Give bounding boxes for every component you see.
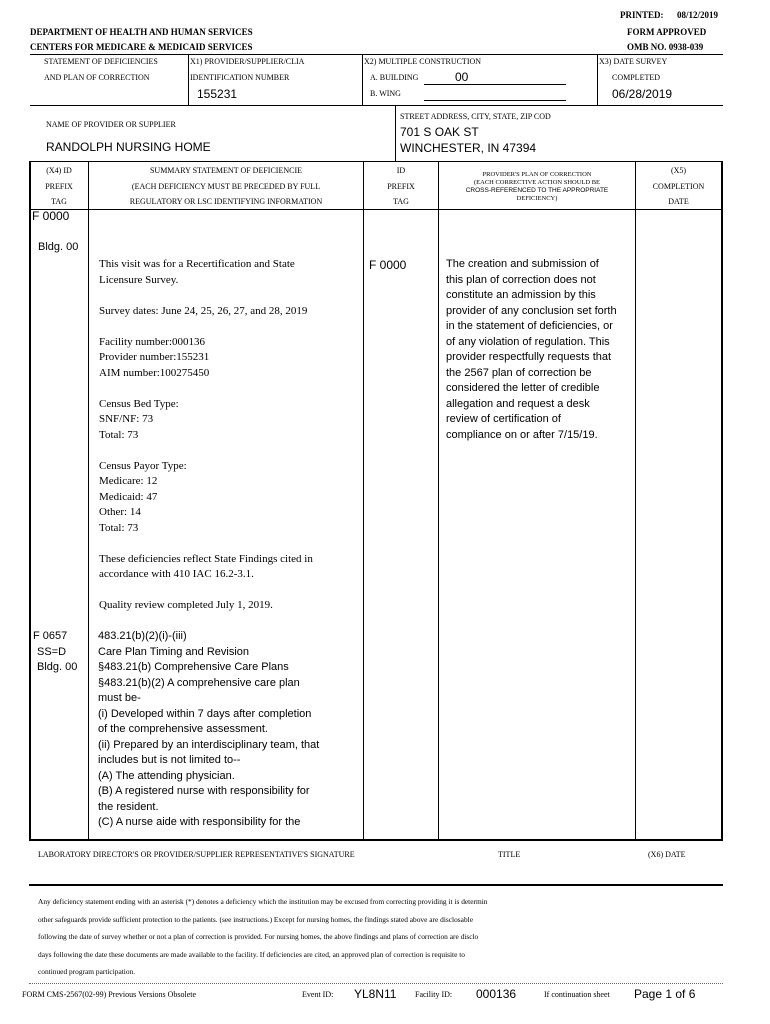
summary-line: Medicare: 12 <box>99 475 158 487</box>
statement-label-2: AND PLAN OF CORRECTION <box>44 73 150 82</box>
summary-line: Licensure Survey. <box>99 273 179 286</box>
event-id-value: YL8N11 <box>354 987 397 1001</box>
x3-label-2: COMPLETED <box>612 73 660 82</box>
tag-f0657-block <box>33 629 77 676</box>
poc-line: in the statement of deficiencies, or <box>446 320 613 332</box>
disclaimer-text <box>38 893 487 981</box>
divider <box>188 54 189 105</box>
continuation-label: If continuation sheet <box>544 990 610 999</box>
provider-id-value: 155231 <box>197 87 238 101</box>
department-title: DEPARTMENT OF HEALTH AND HUMAN SERVICES <box>30 27 253 37</box>
footer-divider <box>29 983 723 984</box>
form-identifier: FORM CMS-2567(02-99) Previous Versions Obsolete <box>22 990 197 999</box>
x1-label-2: IDENTIFICATION NUMBER <box>190 73 290 82</box>
regulation-line: (i) Developed within 7 days after completion <box>98 707 312 720</box>
poc-line: constitute an admission by this <box>446 289 596 301</box>
x4-header-3: TAG <box>51 197 67 206</box>
x5-header-3: DATE <box>668 197 689 206</box>
id-header-2: PREFIX <box>387 182 415 191</box>
id-header: ID <box>396 166 406 175</box>
poc-header-4: DEFICIENCY) <box>516 195 558 202</box>
table-left-border <box>29 161 31 840</box>
poc-line: of any violation of regulation. This <box>446 335 610 348</box>
summary-line: SNF/NF: 73 <box>99 413 154 425</box>
regulation-line: §483.21(b)(2) A comprehensive care plan <box>98 676 300 689</box>
column-divider <box>635 161 636 840</box>
x6-date-label: (X6) DATE <box>648 850 686 859</box>
bldg-label: Bldg. 00 <box>37 661 78 673</box>
summary-header: SUMMARY STATEMENT OF DEFICIENCIE <box>149 166 303 175</box>
poc-line: considered the letter of credible <box>446 382 600 394</box>
id-header-3: TAG <box>393 197 409 206</box>
divider <box>395 105 396 161</box>
poc-header: PROVIDER'S PLAN OF CORRECTION <box>482 171 592 178</box>
scope-severity: SS=D <box>37 645 67 658</box>
regulation-line: must be- <box>98 692 141 704</box>
wing-label: B. WING <box>370 89 401 98</box>
summary-text-f0000 <box>99 257 313 614</box>
x5-header-2: COMPLETION <box>652 182 705 191</box>
x2-label: X2) MULTIPLE CONSTRUCTION <box>364 57 482 66</box>
summary-line: Other: 14 <box>99 506 141 518</box>
x3-label: X3) DATE SURVEY <box>599 57 668 66</box>
poc-line: allegation and request a desk <box>446 397 590 410</box>
divider <box>30 105 723 106</box>
centers-title: CENTERS FOR MEDICARE & MEDICAID SERVICES <box>30 42 253 52</box>
wing-underline <box>424 100 566 101</box>
title-label: TITLE <box>498 850 521 859</box>
x4-header-2: PREFIX <box>45 182 73 191</box>
summary-line: Total: 73 <box>99 521 139 534</box>
table-right-border <box>721 161 723 840</box>
poc-header-2: (EACH CORRECTIVE ACTION SHOULD BE <box>473 179 601 186</box>
building-underline <box>424 84 566 85</box>
summary-line: accordance with 410 IAC 16.2-3.1. <box>99 568 254 580</box>
x4-header: (X4) ID <box>46 166 72 175</box>
tag-f0657: F 0657 <box>33 630 68 642</box>
regulation-line: (C) A nurse aide with responsibility for the <box>98 816 301 828</box>
bldg-label: Bldg. 00 <box>38 241 79 253</box>
poc-header-3: CROSS-REFERENCED TO THE APPROPRIATE <box>465 187 609 194</box>
tag-f0000: F 0000 <box>32 209 70 223</box>
disclaimer-line: other safeguards provide sufficient protection to the patients. (see instructions.) Except for nursing homes, the findings stated above are disclosable <box>38 914 473 924</box>
poc-line: The creation and submission of <box>446 258 599 270</box>
printed-date: 08/12/2019 <box>677 10 719 20</box>
divider <box>30 161 723 162</box>
poc-line: the 2567 plan of correction be <box>446 366 592 379</box>
header-bottom <box>30 209 723 210</box>
disclaimer-line: Any deficiency statement ending with an asterisk (*) denotes a deficiency which the institution may be excused from correcting providing it is determin <box>38 897 488 906</box>
regulation-line: (B) A registered nurse with responsibility for <box>98 785 310 797</box>
summary-line: Census Bed Type: <box>99 397 179 410</box>
regulation-line: of the comprehensive assessment. <box>98 723 268 735</box>
plan-of-correction-text <box>446 257 617 443</box>
column-divider <box>363 161 364 840</box>
regulation-line: (ii) Prepared by an interdisciplinary team, that <box>98 738 320 751</box>
summary-line: Survey dates: June 24, 25, 26, 27, and 28, 2019 <box>99 304 308 317</box>
event-id-label: Event ID: <box>302 990 334 999</box>
poc-line: compliance on or after 7/15/19. <box>446 428 598 441</box>
divider <box>597 54 598 105</box>
signature-bottom-border <box>29 884 723 886</box>
summary-header-2: (EACH DEFICIENCY MUST BE PRECEDED BY FULL <box>131 182 321 191</box>
regulation-line: includes but is not limited to-- <box>98 754 241 766</box>
column-divider <box>88 161 89 840</box>
id-tag-f0000: F 0000 <box>369 258 407 272</box>
disclaimer-line: days following the date these documents are made available to the facility. If deficiencies are cited, an approved plan of correction is requisite to <box>38 949 465 959</box>
provider-name-label: NAME OF PROVIDER OR SUPPLIER <box>46 120 176 129</box>
poc-line: review of certification of <box>446 413 561 425</box>
poc-line: provider of any conclusion set forth <box>446 304 617 317</box>
regulation-line: (A) The attending physician. <box>98 769 235 782</box>
divider <box>362 54 363 105</box>
address-line-2: WINCHESTER, IN 47394 <box>400 141 537 155</box>
disclaimer-line: continued program participation. <box>38 967 136 976</box>
address-label: STREET ADDRESS, CITY, STATE, ZIP COD <box>400 112 551 121</box>
omb-number: OMB NO. 0938-039 <box>627 42 704 52</box>
page-number: Page 1 of 6 <box>634 987 696 1001</box>
address-line-1: 701 S OAK ST <box>400 125 479 139</box>
summary-line: Medicaid: 47 <box>99 490 158 503</box>
summary-line: Census Payor Type: <box>99 459 187 472</box>
regulation-line: Care Plan Timing and Revision <box>98 645 250 658</box>
summary-line: Quality review completed July 1, 2019. <box>99 599 273 611</box>
form-approved: FORM APPROVED <box>627 27 707 37</box>
signature-label: LABORATORY DIRECTOR'S OR PROVIDER/SUPPLIER REPRESENTATIVE'S SIGNATURE <box>38 850 355 859</box>
regulation-line: the resident. <box>98 800 159 813</box>
building-label: A. BUILDING <box>370 73 419 82</box>
poc-line: this plan of correction does not <box>446 273 596 286</box>
regulation-line: 483.21(b)(2)(i)-(iii) <box>98 630 187 642</box>
regulation-text-f0657 <box>98 629 319 831</box>
regulation-line: §483.21(b) Comprehensive Care Plans <box>98 661 289 673</box>
facility-id-label: Facility ID: <box>415 990 453 999</box>
survey-date-value: 06/28/2019 <box>612 87 673 101</box>
summary-line: Provider number:155231 <box>99 351 210 363</box>
summary-line: This visit was for a Recertification and State <box>99 258 295 270</box>
printed-label: PRINTED: <box>620 10 664 20</box>
top-box-border <box>30 54 723 55</box>
building-value: 00 <box>455 70 469 84</box>
poc-line: provider respectfully requests that <box>446 351 612 363</box>
x5-header: (X5) <box>670 166 687 175</box>
column-divider <box>438 161 439 840</box>
x1-label: X1) PROVIDER/SUPPLIER/CLIA <box>190 57 305 66</box>
table-bottom-border <box>29 839 723 841</box>
summary-line: Total: 73 <box>99 428 139 441</box>
summary-line: Facility number:000136 <box>99 335 206 348</box>
facility-id-value: 000136 <box>476 987 517 1001</box>
disclaimer-line: following the date of survey whether or not a plan of correction is provided. For nursing homes, the above findings and plans of correction are disclo <box>38 932 479 941</box>
summary-line: AIM number:100275450 <box>99 366 210 379</box>
provider-name-value: RANDOLPH NURSING HOME <box>46 140 211 154</box>
summary-header-3: REGULATORY OR LSC IDENTIFYING INFORMATION <box>129 197 323 206</box>
statement-label: STATEMENT OF DEFICIENCIES <box>44 57 158 66</box>
summary-line: These deficiencies reflect State Findings cited in <box>99 552 313 565</box>
